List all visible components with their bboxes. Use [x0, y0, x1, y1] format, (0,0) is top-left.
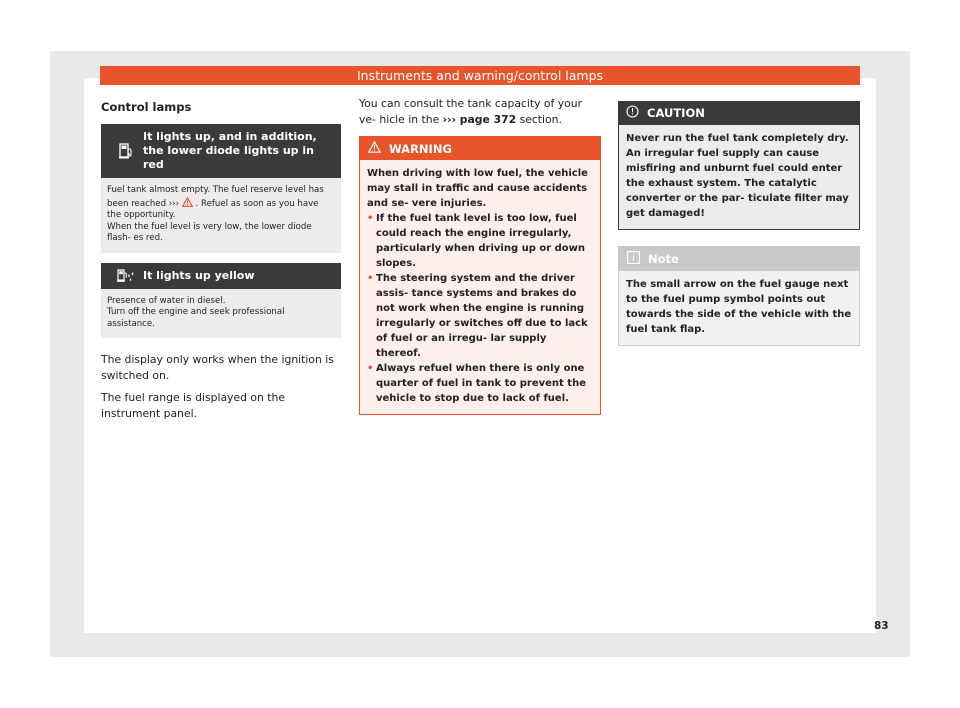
body-paragraph: The fuel range is displayed on the instrument panel. — [101, 391, 285, 420]
info-icon — [627, 251, 640, 267]
caution-box — [618, 101, 860, 125]
lamp-heading: It lights up yellow — [143, 268, 255, 282]
warning-triangle-icon — [182, 199, 196, 209]
caution-circle-icon — [626, 105, 639, 121]
fuel-pump-icon — [109, 143, 143, 159]
intro-paragraph — [359, 96, 601, 128]
warning-triangle-icon — [368, 141, 381, 156]
page-header-bar: Instruments and warning/control lamps — [100, 66, 860, 85]
lamp-description — [101, 178, 341, 253]
note-body: The small arrow on the fuel gauge next to the fuel pump symbol points out towards the side of the vehicle with the fuel tank flap. — [619, 271, 859, 345]
lamp-text: When the fuel level is very low, the lower diode flash- es red. — [107, 221, 312, 243]
column-left — [101, 96, 341, 428]
lamp-header — [101, 124, 341, 178]
caution-header — [618, 101, 860, 125]
warning-body — [360, 160, 600, 414]
page-reference-link[interactable]: ››› page 372 — [442, 113, 517, 126]
warning-bullet: • If the fuel tank level is too low, fuel could reach the engine irregularly, particularly when driving up or down slopes. — [367, 211, 593, 271]
control-lamp-2 — [101, 263, 341, 339]
lamp-text: . Refuel as soon as you have the opportunity. — [107, 198, 319, 220]
note-box — [618, 246, 860, 346]
caution-body: Never run the fuel tank completely dry. An irregular fuel supply can cause misfiring and unburnt fuel could enter the exhaust system. The catalytic converter or the par- ticulate filter may get damaged! — [618, 125, 860, 230]
lamp-description — [101, 289, 341, 339]
page-number: 83 — [874, 620, 889, 632]
intro-text: You can consult the tank capacity of your ve- hicle in the — [359, 97, 583, 126]
lamp-heading: It lights up, and in addition, the lower diode lights up in red — [143, 130, 317, 171]
control-lamp-1 — [101, 124, 341, 253]
warning-bullet: • Always refuel when there is only one quarter of fuel in tank to prevent the vehicle to stop due to lack of fuel. — [367, 361, 593, 406]
lamp-text: Turn off the engine and seek professional assistance. — [107, 307, 285, 329]
section-title: Control lamps — [101, 100, 192, 114]
warning-text: When driving with low fuel, the vehicle may stall in traffic and cause accidents and se- vere injuries. — [367, 168, 588, 209]
water-in-diesel-icon — [109, 269, 143, 283]
warning-bullet: • The steering system and the driver assis- tance systems and brakes do not work when the engine is running irregularly or switches off due to lack of fuel or an irregu- lar supply thereof. — [367, 271, 593, 361]
column-right — [618, 101, 860, 346]
caution-label: CAUTION — [647, 106, 705, 120]
lamp-text: Presence of water in diesel. — [107, 295, 226, 306]
intro-text: section. — [519, 113, 562, 126]
warning-label: WARNING — [389, 141, 452, 156]
lamp-text: Fuel tank almost empty. The fuel reserve level has been reached ››› — [107, 185, 324, 209]
warning-box — [359, 136, 601, 415]
warning-header — [360, 137, 600, 160]
body-paragraph: The display only works when the ignition is switched on. — [101, 353, 334, 382]
note-header — [619, 247, 859, 271]
note-label: Note — [648, 252, 679, 266]
column-middle — [359, 96, 601, 415]
lamp-header — [101, 263, 341, 289]
